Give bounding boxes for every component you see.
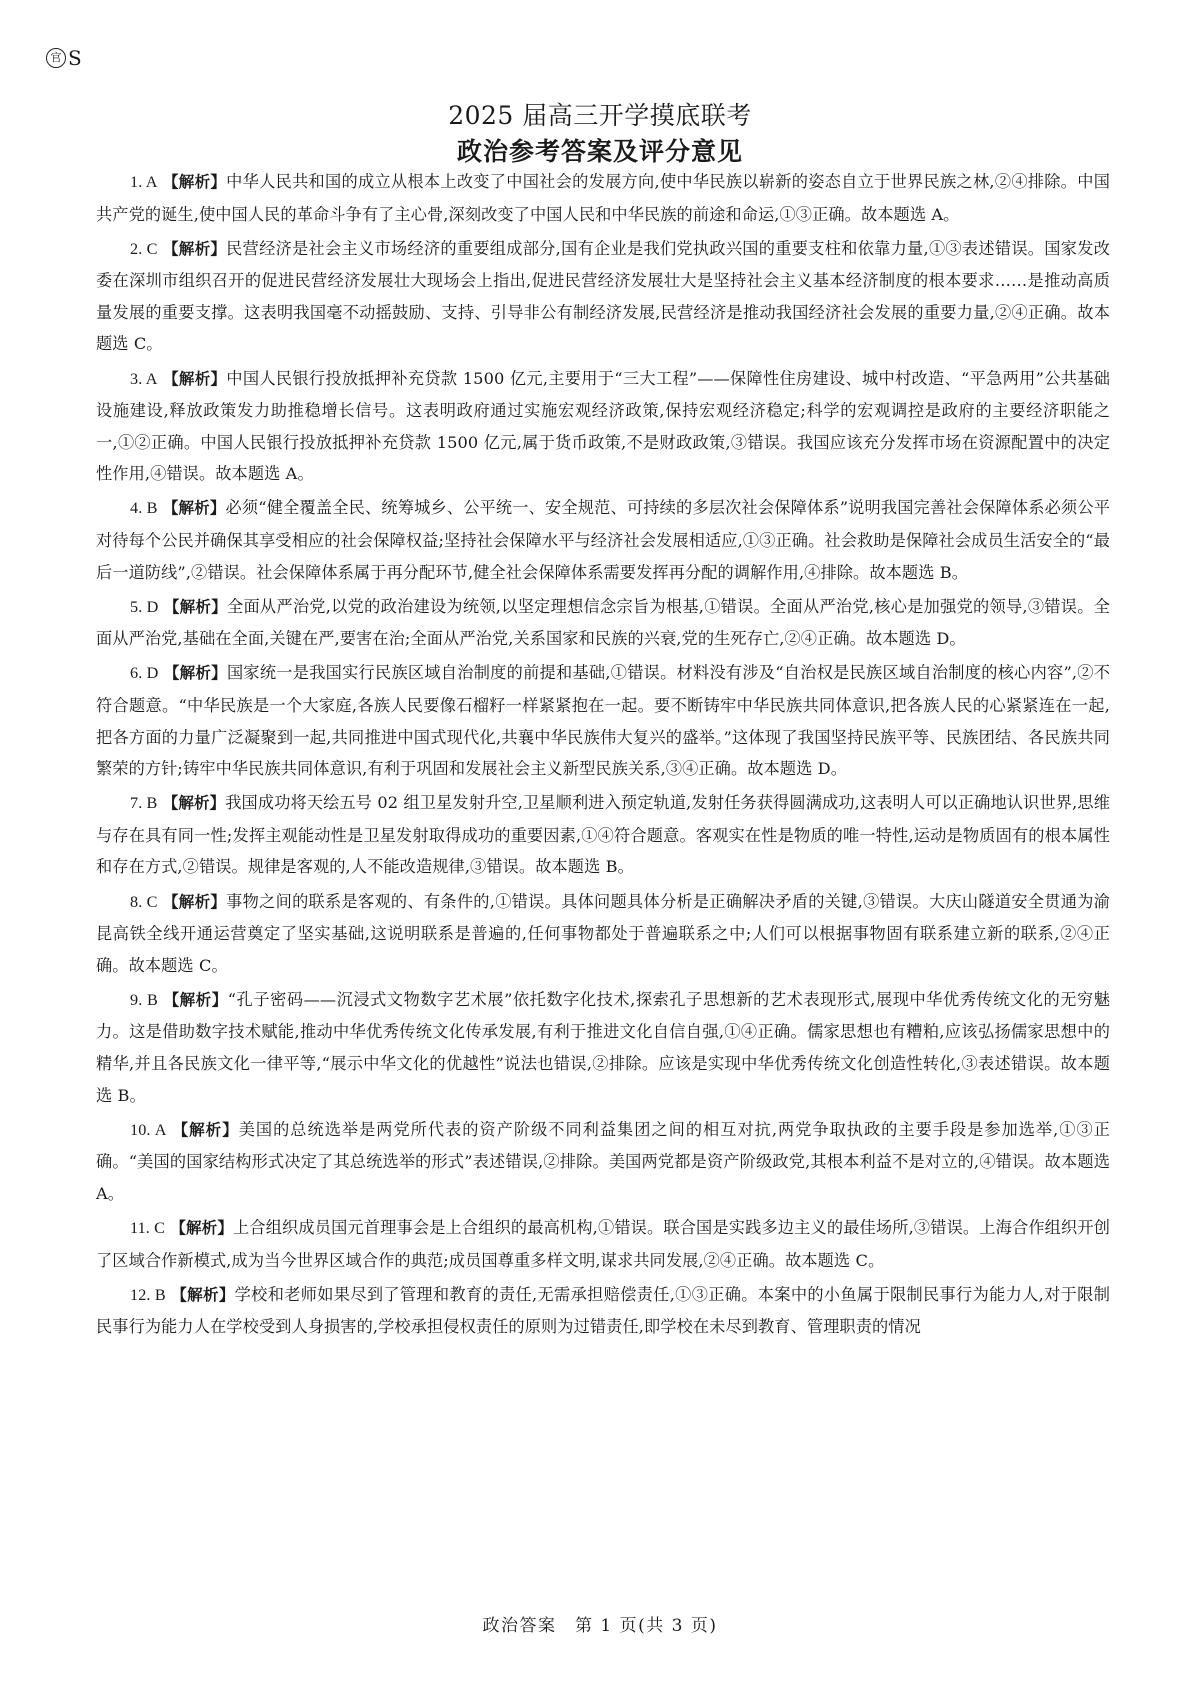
analysis-text: 事物之间的联系是客观的、有条件的,①错误。具体问题具体分析是正确解决矛盾的关键,③错误。大庆山隧道安全贯通为渝昆高铁全线开通运营奠定了坚实基础,这说明联系是普遍的,任何事物都处于普遍联系之中;人们可以根据事物固有联系建立新的联系,②④正确。故本题选 C。 <box>96 891 1110 975</box>
answer-item <box>96 166 1110 230</box>
analysis-label: 【解析】 <box>163 597 227 616</box>
answer-item <box>96 363 1110 490</box>
analysis-label: 【解析】 <box>170 1219 234 1237</box>
answer-item <box>96 657 1110 784</box>
analysis-text: 国家统一是我国实行民族区域自治制度的前提和基础,①错误。材料没有涉及“自治权是民族区域自治制度的核心内容”,②不符合题意。“中华民族是一个大家庭,各族人民要像石榴籽一样紧紧抱在一起。要不断铸牢中华民族共同体意识,把各族人民的心紧紧连在一起,把各方面的力量广泛凝聚到一起,共同推进中国式现代化,共襄中华民族伟大复兴的盛举。”这体现了我国坚持民族平等、民族团结、各民族共同繁荣的方针;铸牢中华民族共同体意识,有利于巩固和发展社会主义新型民族关系,③④正确。故本题选 D。 <box>96 663 1110 779</box>
analysis-label: 【解析】 <box>162 794 226 813</box>
analysis-text: 上合组织成员国元首理事会是上合组织的最高机构,①错误。联合国是实践多边主义的最佳场所,③错误。上海合作组织开创了区域合作新模式,成为当今世界区域合作的典范;成员国尊重多样文明,谋求共同发展,②④正确。故本题选 C。 <box>96 1218 1111 1270</box>
analysis-label: 【解析】 <box>163 173 227 191</box>
question-number: 10. A <box>130 1120 167 1139</box>
answer-item <box>96 787 1110 883</box>
question-number: 11. C <box>130 1219 166 1237</box>
question-number: 7. B <box>130 794 158 813</box>
answer-item <box>96 1114 1110 1210</box>
analysis-label: 【解析】 <box>172 1120 239 1139</box>
analysis-label: 【解析】 <box>163 369 227 388</box>
answer-item <box>96 984 1110 1111</box>
analysis-text: 美国的总统选举是两党所代表的资产阶级不同利益集团之间的相互对抗,两党争取执政的主要手段是参加选举,①③正确。“美国的国家结构形式决定了其总统选举的形式”表述错误,②排除。美国两党都是资产阶级政党,其根本利益不是对立的,④错误。故本题选 A。 <box>96 1119 1110 1203</box>
answer-item <box>96 1279 1110 1343</box>
answer-item <box>96 492 1110 588</box>
page-footer: 政治答案 第 1 页(共 3 页) <box>482 1616 718 1636</box>
document-subtitle: 政治参考答案及评分意见 <box>456 137 743 166</box>
analysis-text: 学校和老师如果尽到了管理和教育的责任,无需承担赔偿责任,①③正确。本案中的小鱼属于限制民事行为能力人,对于限制民事行为能力人在学校受到人身损害的,学校承担侵权责任的原则为过错责任,即学校在未尽到教育、管理职责的情况 <box>96 1284 1110 1337</box>
question-number: 3. A <box>130 369 158 388</box>
logo-mark: 官 <box>46 48 66 68</box>
logo-letter: S <box>68 46 82 70</box>
analysis-text: “孔子密码——沉浸式文物数字艺术展”依托数字化技术,探索孔子思想新的艺术表现形式,展现中华优秀传统文化的无穷魅力。这是借助数字技术赋能,推动中华优秀传统文化传承发展,有利于推进文化自信自强,①④正确。儒家思想也有糟粕,应该弘扬儒家思想中的精华,并且各民族文化一律平等,“展示中华文化的优越性”说法也错误,②排除。应该是实现中华优秀传统文化创造性转化,③表述错误。故本题选 B。 <box>96 989 1110 1105</box>
analysis-text: 民营经济是社会主义市场经济的重要组成部分,国有企业是我们党执政兴国的重要支柱和依靠力量,①③表述错误。国家发改委在深圳市组织召开的促进民营经济发展壮大现场会上指出,促进民营经济发展壮大是坚持社会主义基本经济制度的根本要求……是推动高质量发展的重要支撑。这表明我国毫不动摇鼓励、支持、引导非公有制经济发展,民营经济是推动我国经济社会发展的重要力量,②④正确。故本题选 C。 <box>96 238 1110 354</box>
answer-item <box>96 233 1110 360</box>
analysis-label: 【解析】 <box>162 499 226 518</box>
analysis-label: 【解析】 <box>171 1285 235 1304</box>
question-number: 4. B <box>130 499 158 518</box>
question-number: 1. A <box>130 173 158 191</box>
publisher-logo <box>46 46 82 70</box>
question-number: 12. B <box>130 1285 166 1304</box>
exam-title: 2025 届高三开学摸底联考 <box>448 101 752 130</box>
question-number: 2. C <box>130 239 158 258</box>
answer-item <box>96 886 1110 982</box>
answer-item <box>96 1212 1110 1276</box>
answer-item <box>96 591 1110 655</box>
question-number: 8. C <box>130 892 158 911</box>
analysis-text: 中华人民共和国的成立从根本上改变了中国社会的发展方向,使中华民族以崭新的姿态自立于世界民族之林,②④排除。中国共产党的诞生,使中国人民的革命斗争有了主心骨,深刻改变了中国人民和中华民族的前途和命运,①③正确。故本题选 A。 <box>96 172 1110 224</box>
analysis-text: 我国成功将天绘五号 02 组卫星发射升空,卫星顺利进入预定轨道,发射任务获得圆满成功,这表明人可以正确地认识世界,思维与存在具有同一性;发挥主观能动性是卫星发射取得成功的重要因素,①④符合题意。客观实在性是物质的唯一特性,运动是物质固有的根本属性和存在方式,②错误。规律是客观的,人不能改造规律,③错误。故本题选 B。 <box>96 793 1110 877</box>
question-number: 9. B <box>130 990 158 1009</box>
analysis-label: 【解析】 <box>163 990 228 1009</box>
analysis-text: 必须“健全覆盖全民、统筹城乡、公平统一、安全规范、可持续的多层次社会保障体系”说明我国完善社会保障体系必须公平对待每个公民并确保其享受相应的社会保障权益;坚持社会保障水平与经济社会发展相适应,①③正确。社会救助是保障社会成员生活安全的“最后一道防线”,②错误。社会保障体系属于再分配环节,健全社会保障体系需要发挥再分配的调解作用,④排除。故本题选 B。 <box>96 498 1111 582</box>
analysis-text: 中国人民银行投放抵押补充贷款 1500 亿元,主要用于“三大工程”——保障性住房建设、城中村改造、“平急两用”公共基础设施建设,释放政策发力助推稳增长信号。这表明政府通过实施宏观经济政策,保持宏观经济稳定;科学的宏观调控是政府的主要经济职能之一,①②正确。中国人民银行投放抵押补充贷款 1500 亿元,属于货币政策,不是财政政策,③错误。我国应该充分发挥市场在资源配置中的决定性作用,④错误。故本题选 A。 <box>96 368 1110 484</box>
question-number: 6. D <box>130 664 159 683</box>
analysis-label: 【解析】 <box>163 239 227 258</box>
analysis-text: 全面从严治党,以党的政治建设为统领,以坚定理想信念宗旨为根基,①错误。全面从严治党,核心是加强党的领导,③错误。全面从严治党,基础在全面,关键在严,要害在治;全面从严治党,关系国家和民族的兴衰,党的生死存亡,②④正确。故本题选 D。 <box>96 596 1110 649</box>
question-number: 5. D <box>130 597 159 616</box>
analysis-label: 【解析】 <box>163 664 227 683</box>
answer-list <box>96 166 1110 1345</box>
analysis-label: 【解析】 <box>163 892 227 911</box>
